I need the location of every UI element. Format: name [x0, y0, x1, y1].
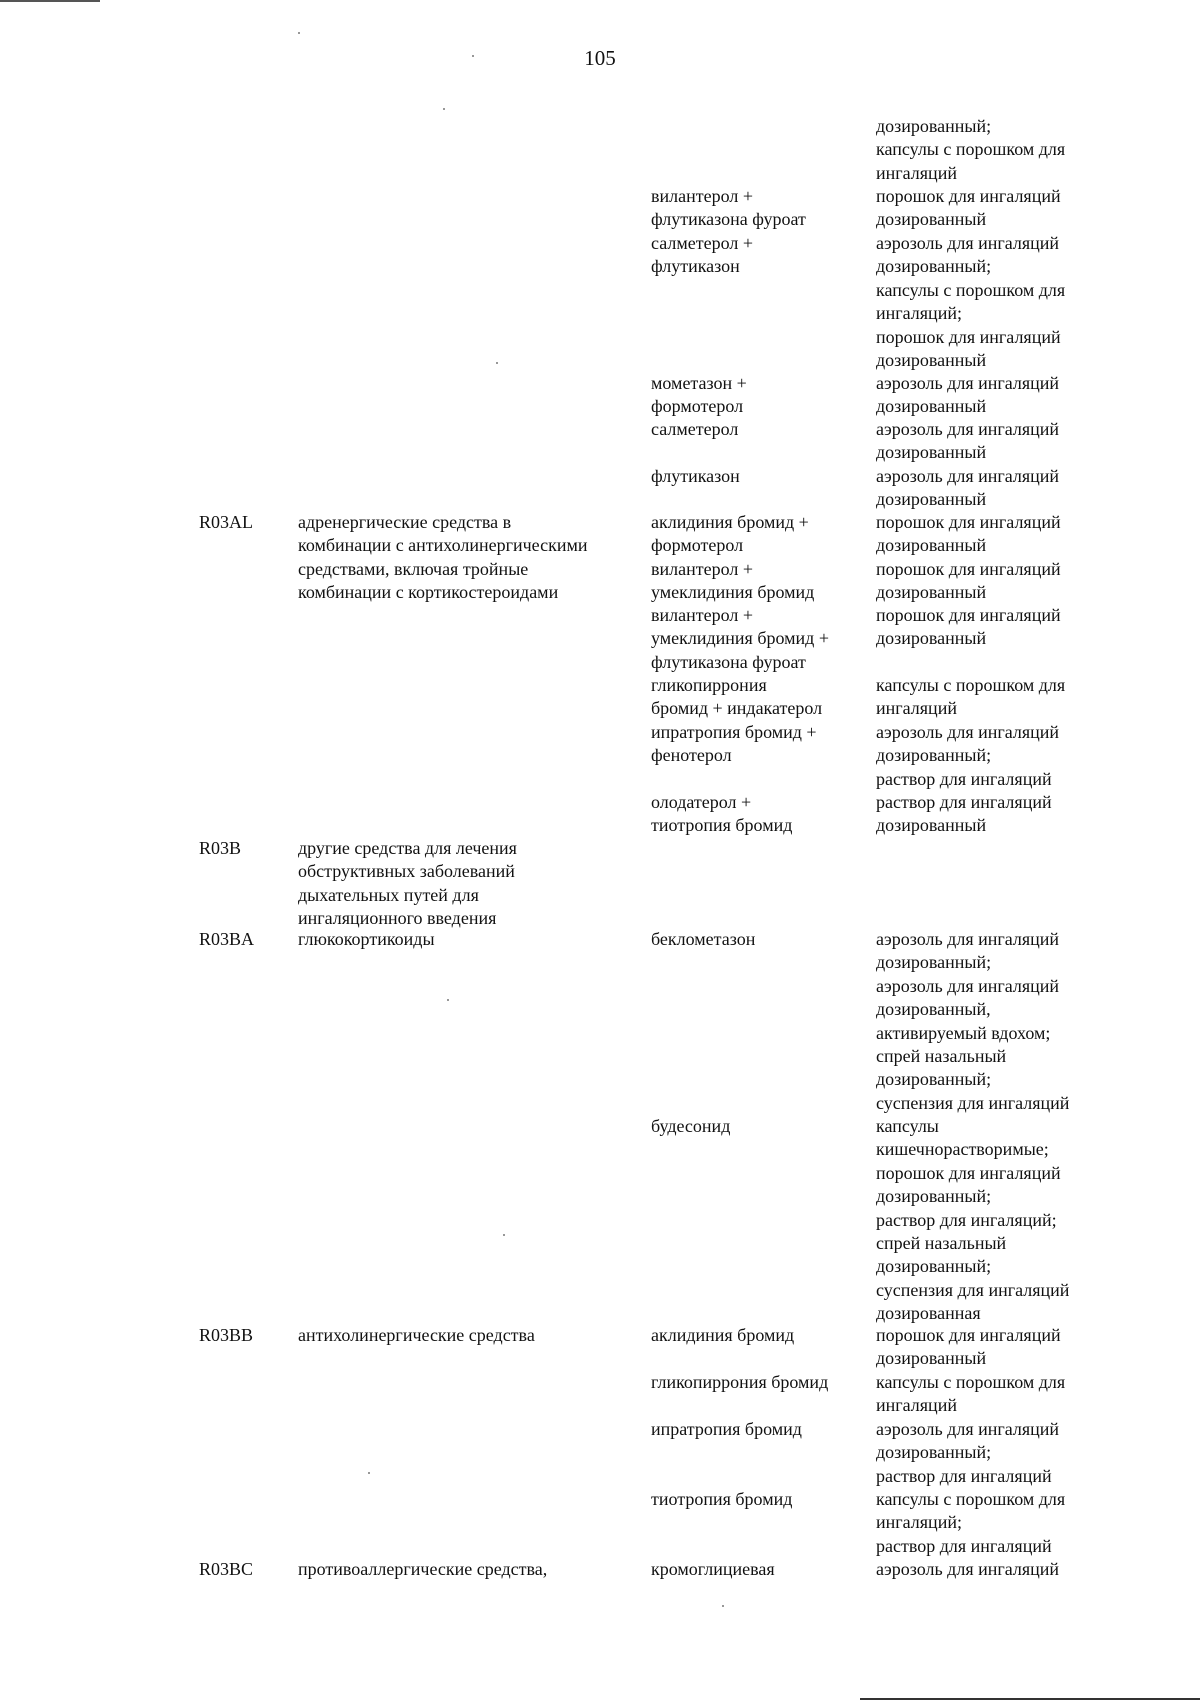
drug-name-line: вилантерол + [651, 186, 753, 206]
dosage-form-line: дозированный [876, 628, 987, 649]
dosage-form-line: дозированный; [876, 745, 992, 766]
dosage-form-cell [876, 232, 1106, 372]
dosage-form-line: капсулы [876, 1116, 939, 1136]
anatomical-group-line: дыхательных путей для [298, 884, 479, 905]
dosage-form-line: ингаляций; [876, 303, 962, 324]
scan-speck [472, 55, 474, 57]
dosage-form-cell [876, 674, 1106, 721]
dosage-form-line: дозированный [876, 815, 987, 836]
drug-name-line: гликопиррония [651, 675, 767, 695]
dosage-form-line: дозированный; [876, 256, 992, 277]
drug-name-cell [651, 1488, 861, 1511]
dosage-form-line: порошок для ингаляций [876, 605, 1061, 625]
atc-code-cell [199, 511, 284, 534]
anatomical-group-line: ингаляционного введения [298, 908, 497, 929]
dosage-form-line: капсулы с порошком для [876, 139, 1066, 160]
dosage-form-line: раствор для ингаляций [876, 1465, 1052, 1486]
scan-speck [368, 1472, 370, 1474]
dosage-form-line: дозированный [876, 396, 987, 417]
dosage-form-cell [876, 465, 1106, 512]
dosage-form-line: раствор для ингаляций [876, 768, 1052, 789]
drug-name-line: салметерол [651, 419, 739, 439]
scan-speck [447, 999, 449, 1001]
dosage-form-cell [876, 1324, 1106, 1371]
drug-name-cell [651, 558, 861, 605]
anatomical-group-line: противоаллергические средства, [298, 1559, 548, 1579]
dosage-form-line: раствор для ингаляций [876, 1535, 1052, 1556]
dosage-form-line: дозированный [876, 582, 987, 603]
dosage-form-line: дозированный; [876, 1256, 992, 1277]
scan-speck [722, 1605, 724, 1607]
drug-name-line: мометазон + [651, 373, 747, 393]
anatomical-group-cell [298, 1324, 638, 1347]
scan-edge-top [0, 0, 100, 2]
dosage-form-line: дозированный [876, 209, 987, 230]
dosage-form-cell [876, 791, 1106, 838]
dosage-form-line: ингаляций [876, 698, 957, 719]
drug-name-line: флутиказон [651, 256, 740, 277]
dosage-form-line: раствор для ингаляций [876, 792, 1052, 812]
dosage-form-line: порошок для ингаляций [876, 326, 1061, 347]
dosage-form-line: капсулы с порошком для [876, 675, 1066, 695]
dosage-form-line: дозированный [876, 489, 987, 510]
dosage-form-line: дозированный; [876, 1442, 992, 1463]
anatomical-group-line: антихолинергические средства [298, 1325, 535, 1345]
drug-name-cell [651, 1115, 861, 1138]
dosage-form-line: раствор для ингаляций; [876, 1209, 1057, 1230]
dosage-form-line: аэрозоль для ингаляций [876, 975, 1060, 996]
dosage-form-cell [876, 185, 1106, 232]
drug-name-cell [651, 232, 861, 279]
drug-name-line: беклометазон [651, 929, 756, 949]
scan-edge-bottom [860, 1698, 1200, 1700]
drug-name-cell [651, 372, 861, 419]
dosage-form-cell [876, 558, 1106, 605]
atc-code-line: R03BA [199, 929, 255, 949]
scan-speck [298, 32, 300, 34]
drug-name-line: вилантерол + [651, 559, 753, 579]
drug-name-cell [651, 1418, 861, 1441]
page-number: 105 [584, 46, 616, 70]
dosage-form-line: дозированная [876, 1303, 981, 1324]
dosage-form-line: дозированный [876, 1348, 987, 1369]
anatomical-group-cell [298, 928, 638, 951]
anatomical-group-line: комбинации с кортикостероидами [298, 582, 559, 603]
drug-name-line: умеклидиния бромид + [651, 628, 829, 649]
drug-name-line: кромоглициевая [651, 1559, 775, 1579]
dosage-form-line: дозированный; [876, 1069, 992, 1090]
drug-name-line: аклидиния бромид + [651, 512, 809, 532]
drug-name-line: олодатерол + [651, 792, 752, 812]
dosage-form-line: порошок для ингаляций [876, 1162, 1061, 1183]
dosage-form-line: аэрозоль для ингаляций [876, 466, 1060, 486]
dosage-form-line: дозированный; [876, 116, 992, 136]
drug-name-line: гликопиррония бромид [651, 1372, 829, 1392]
drug-name-cell [651, 1324, 861, 1347]
dosage-form-line: аэрозоль для ингаляций [876, 373, 1060, 393]
drug-name-line: флутиказон [651, 466, 740, 486]
drug-name-line: формотерол [651, 535, 744, 556]
atc-code-cell [199, 1558, 284, 1581]
dosage-form-line: аэрозоль для ингаляций [876, 233, 1060, 253]
dosage-form-cell [876, 928, 1106, 1115]
dosage-form-line: дозированный [876, 350, 987, 371]
drug-name-line: флутиказона фуроат [651, 209, 806, 230]
atc-code-cell [199, 837, 284, 860]
dosage-form-line: аэрозоль для ингаляций [876, 722, 1060, 742]
drug-name-cell [651, 465, 861, 488]
drug-name-cell [651, 1371, 861, 1394]
drug-name-line: вилантерол + [651, 605, 753, 625]
scan-speck [443, 108, 445, 110]
drug-name-line: умеклидиния бромид [651, 582, 815, 603]
dosage-form-line: суспензия для ингаляций [876, 1092, 1070, 1113]
dosage-form-line: аэрозоль для ингаляций [876, 1559, 1060, 1579]
drug-name-line: флутиказона фуроат [651, 651, 806, 672]
dosage-form-cell [876, 418, 1106, 465]
dosage-form-line: спрей назальный [876, 1233, 1007, 1254]
drug-name-cell [651, 721, 861, 768]
drug-name-line: тиотропия бромид [651, 1489, 793, 1509]
dosage-form-cell [876, 1558, 1106, 1581]
drug-name-line: аклидиния бромид [651, 1325, 795, 1345]
anatomical-group-cell [298, 511, 638, 605]
anatomical-group-line: глюкокортикоиды [298, 929, 435, 949]
dosage-form-cell [876, 1115, 1106, 1326]
anatomical-group-cell [298, 837, 638, 931]
drug-name-cell [651, 418, 861, 441]
dosage-form-line: дозированный [876, 535, 987, 556]
drug-name-line: фенотерол [651, 745, 732, 766]
dosage-form-line: аэрозоль для ингаляций [876, 929, 1060, 949]
dosage-form-cell [876, 511, 1106, 558]
dosage-form-line: аэрозоль для ингаляций [876, 419, 1060, 439]
dosage-form-line: аэрозоль для ингаляций [876, 1419, 1060, 1439]
dosage-form-line: капсулы с порошком для [876, 279, 1066, 300]
scan-speck [496, 362, 498, 364]
dosage-form-cell [876, 1488, 1106, 1558]
dosage-form-cell [876, 115, 1106, 185]
dosage-form-line: порошок для ингаляций [876, 559, 1061, 579]
atc-code-line: R03BB [199, 1325, 254, 1345]
dosage-form-line: активируемый вдохом; [876, 1022, 1051, 1043]
dosage-form-line: ингаляций; [876, 1512, 962, 1533]
drug-name-line: тиотропия бромид [651, 815, 793, 836]
drug-name-cell [651, 791, 861, 838]
dosage-form-line: порошок для ингаляций [876, 1325, 1061, 1345]
anatomical-group-line: средствами, включая тройные [298, 558, 529, 579]
dosage-form-line: суспензия для ингаляций [876, 1279, 1070, 1300]
atc-code-cell [199, 1324, 284, 1347]
dosage-form-line: дозированный [876, 442, 987, 463]
dosage-form-cell [876, 1371, 1106, 1418]
dosage-form-line: капсулы с порошком для [876, 1372, 1066, 1392]
dosage-form-line: спрей назальный [876, 1046, 1007, 1067]
dosage-form-line: капсулы с порошком для [876, 1489, 1066, 1509]
dosage-form-line: дозированный; [876, 952, 992, 973]
dosage-form-cell [876, 721, 1106, 791]
anatomical-group-line: адренергические средства в [298, 512, 512, 532]
drug-name-line: формотерол [651, 396, 744, 417]
drug-name-cell [651, 185, 861, 232]
dosage-form-line: ингаляций [876, 162, 957, 183]
scan-speck [503, 1234, 505, 1236]
atc-code-cell [199, 928, 284, 951]
drug-name-line: бромид + индакатерол [651, 698, 823, 719]
dosage-form-cell [876, 1418, 1106, 1488]
drug-name-cell [651, 604, 861, 674]
anatomical-group-line: другие средства для лечения [298, 838, 517, 858]
anatomical-group-cell [298, 1558, 638, 1581]
dosage-form-line: дозированный; [876, 1186, 992, 1207]
drug-name-cell [651, 511, 861, 558]
atc-code-line: R03AL [199, 512, 253, 532]
dosage-form-line: кишечнорастворимые; [876, 1139, 1049, 1160]
drug-name-line: ипратропия бромид [651, 1419, 802, 1439]
drug-name-line: будесонид [651, 1116, 731, 1136]
drug-name-cell [651, 1558, 861, 1581]
anatomical-group-line: комбинации с антихолинергическими [298, 535, 588, 556]
dosage-form-line: ингаляций [876, 1395, 957, 1416]
dosage-form-cell [876, 372, 1106, 419]
dosage-form-line: порошок для ингаляций [876, 186, 1061, 206]
atc-code-line: R03BC [199, 1559, 254, 1579]
drug-name-cell [651, 674, 861, 721]
dosage-form-line: порошок для ингаляций [876, 512, 1061, 532]
drug-name-line: ипратропия бромид + [651, 722, 817, 742]
dosage-form-cell [876, 604, 1106, 651]
atc-code-line: R03B [199, 838, 242, 858]
drug-name-cell [651, 928, 861, 951]
drug-name-line: салметерол + [651, 233, 753, 253]
anatomical-group-line: обструктивных заболеваний [298, 861, 515, 882]
dosage-form-line: дозированный, [876, 999, 991, 1020]
